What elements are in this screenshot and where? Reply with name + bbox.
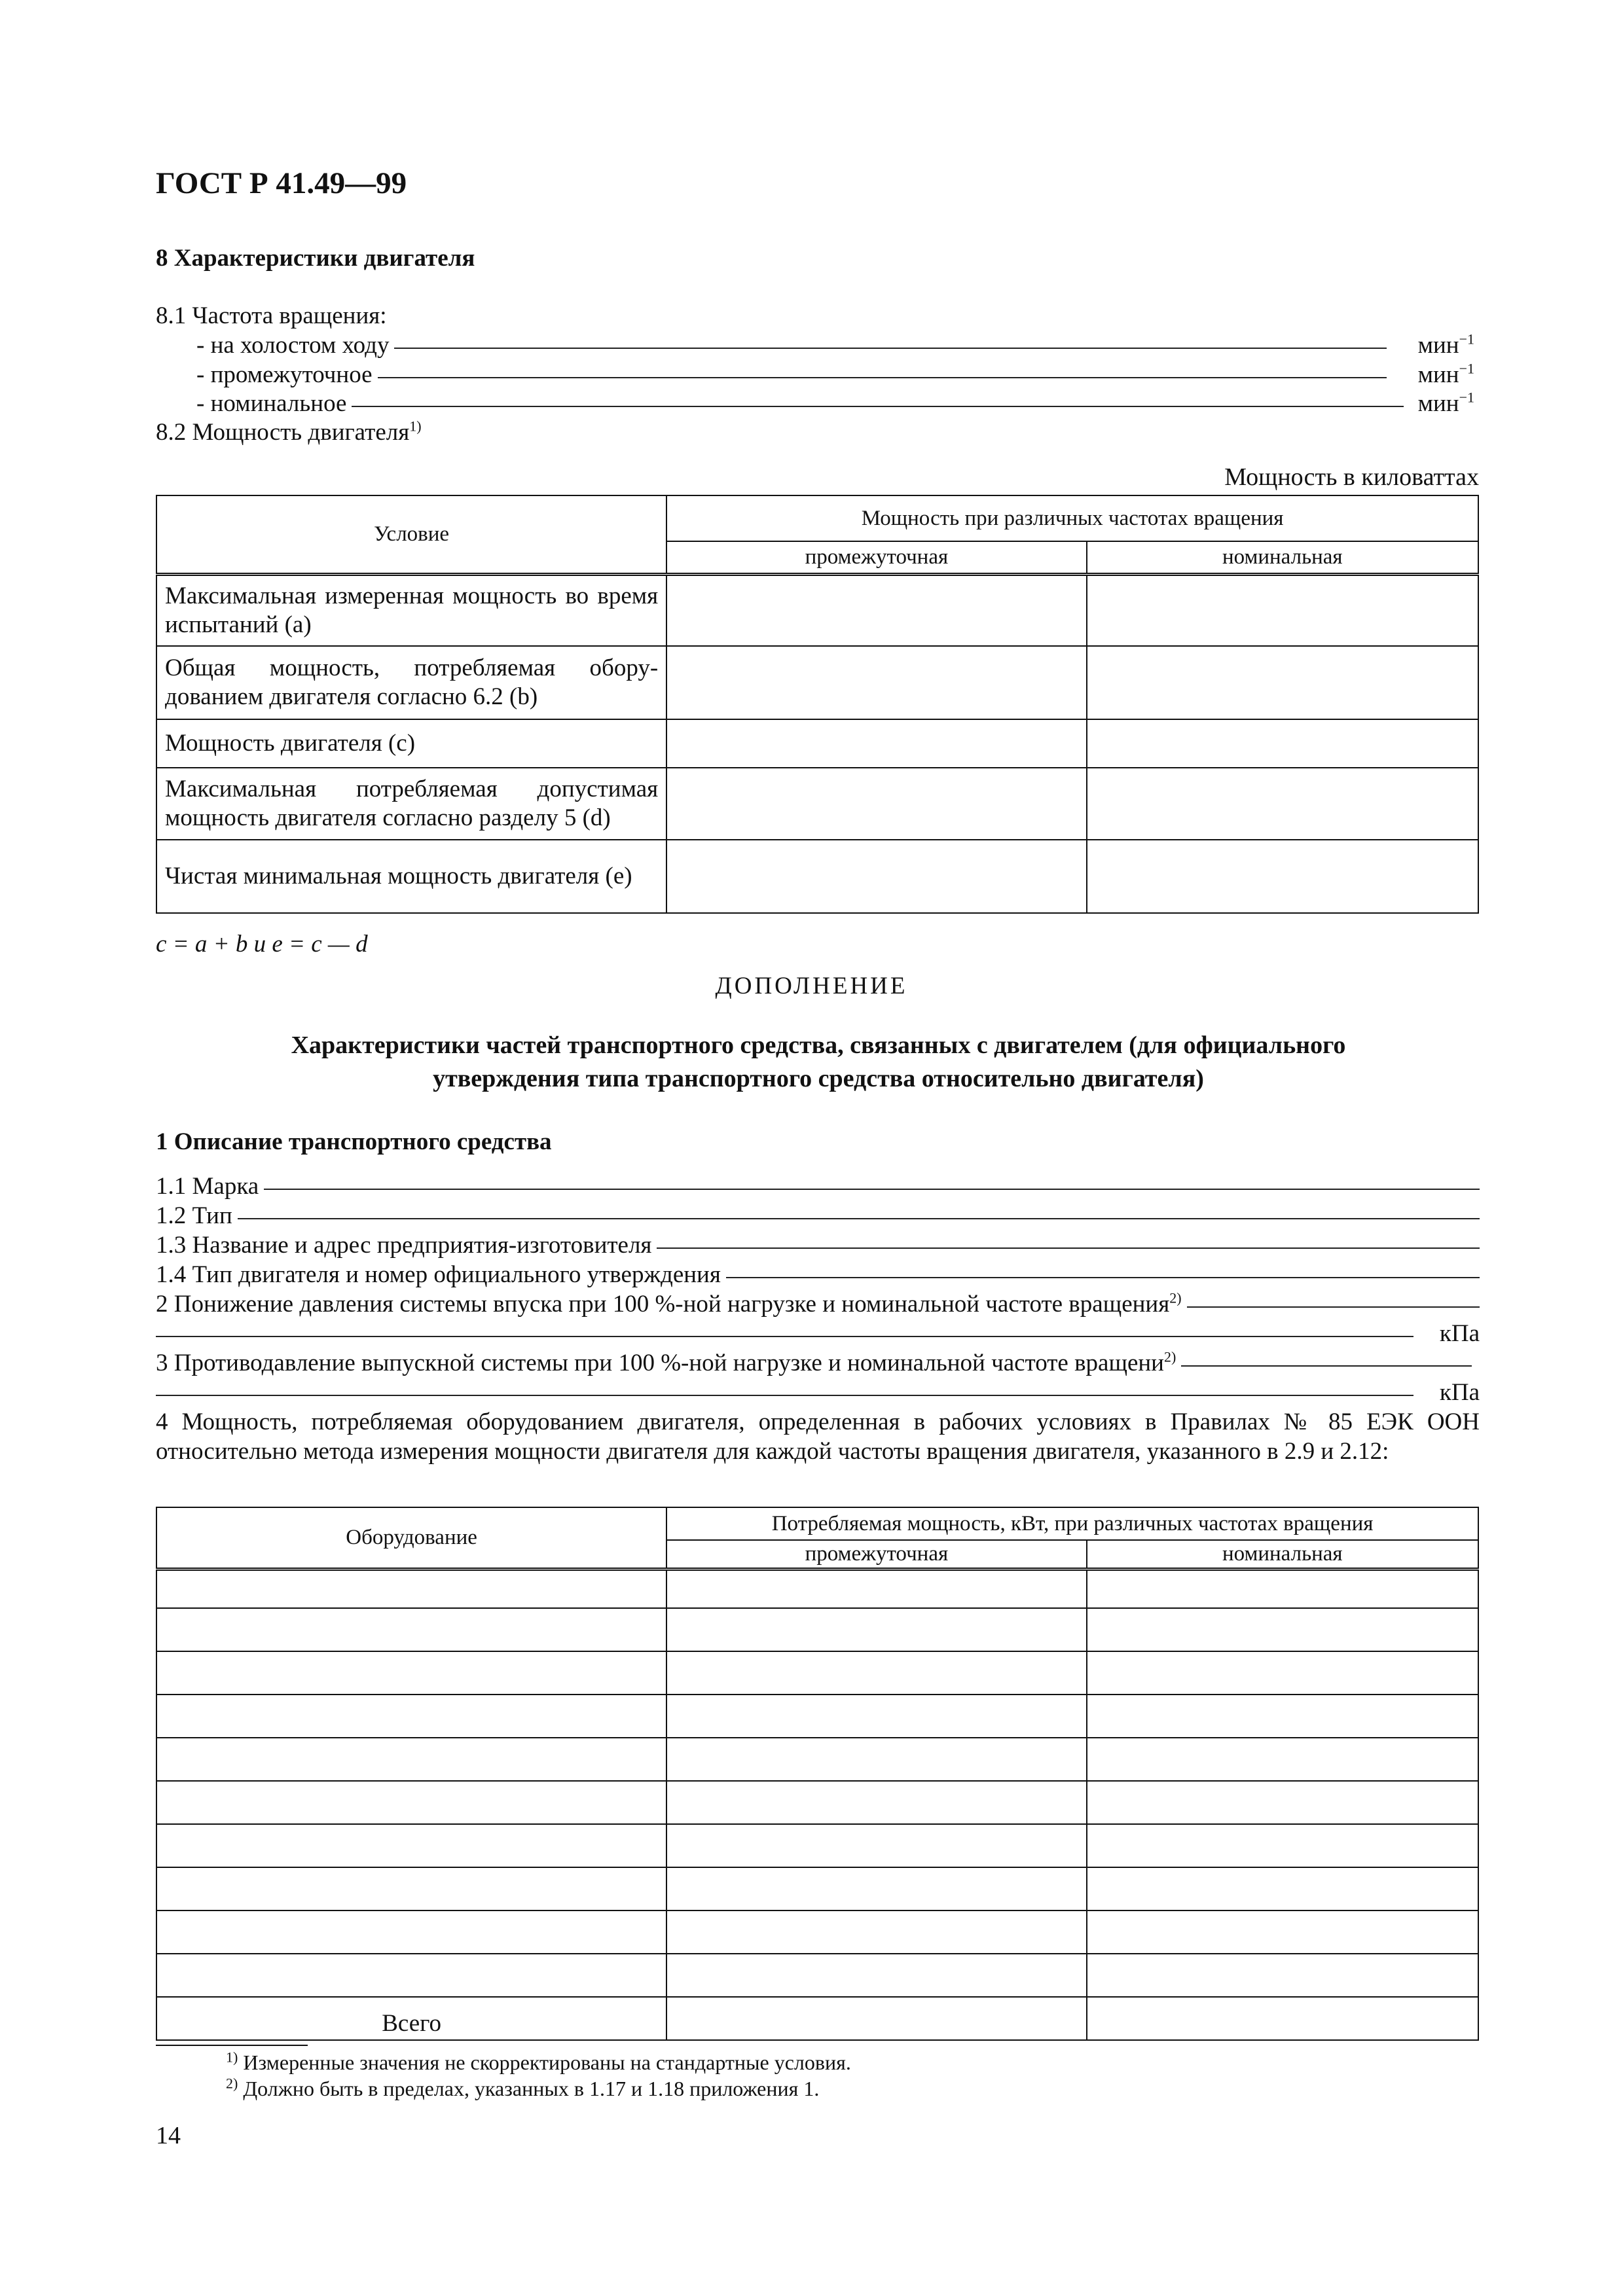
power-formula: c = a + b и e = c — d [156, 931, 368, 958]
col-power-group-header: Мощность при различных частотах вращения [666, 495, 1478, 541]
vehicle-description-title: 1 Описание транспортного средства [156, 1128, 552, 1155]
nominal-value-cell[interactable] [1087, 719, 1478, 768]
condition-cell: Общая мощность, потребляемая оборудованием двигателя согласно 6.2 (b) [156, 646, 666, 719]
item-2-blank-cont[interactable] [156, 1336, 1413, 1337]
item-8-2: 8.2 Мощность двигателя$^{1)}$ [156, 418, 422, 446]
equipment-cell[interactable] [156, 1781, 666, 1824]
table-row [156, 840, 1478, 913]
table-row [156, 719, 1478, 768]
intermediate-value-cell[interactable] [666, 768, 1086, 840]
intermediate-value-cell[interactable] [666, 1824, 1086, 1867]
item-3-continuation [156, 1378, 1480, 1407]
field-type-line [156, 1201, 1480, 1230]
speed-idle-line [196, 331, 1474, 360]
item-4-text: 4 Мощность, потребляемая оборудованием двигателя, определенная в рабочих условиях в Правилах № 85 ЕЭК ООН относительно метода измерения мощности двигателя для каждой частоты вращения двигателя, указанного в 2.9 и 2.12: [156, 1408, 1480, 1465]
table-row [156, 1569, 1478, 1608]
intermediate-value-cell[interactable] [666, 646, 1086, 719]
supplement-heading: Характеристики частей транспортного средства, связанных с двигателем (для официального утверждения типа транспортного средства относительно двигателя) [291, 1031, 1346, 1093]
speed-intermediate-unit: мин$^{-1}$ [1417, 360, 1474, 388]
total-intermediate-cell[interactable] [666, 1997, 1086, 2040]
nominal-value-cell[interactable] [1087, 1954, 1478, 1997]
condition-cell: Максимальная измеренная мощность во время испытаний (a) [156, 574, 666, 646]
intermediate-value-cell[interactable] [666, 1569, 1086, 1608]
equipment-cell[interactable] [156, 1695, 666, 1738]
field-manufacturer-label: 1.3 Название и адрес предприятия-изготовителя [156, 1232, 652, 1259]
table-row [156, 1651, 1478, 1695]
section-8-title: 8 Характеристики двигателя [156, 245, 475, 272]
table-row [156, 646, 1478, 719]
col-intermediate-header: промежуточная [666, 541, 1086, 574]
item-8-1: 8.1 Частота вращения: [156, 302, 387, 329]
total-nominal-cell[interactable] [1087, 1997, 1478, 2040]
intermediate-value-cell[interactable] [666, 840, 1086, 913]
table-row [156, 1910, 1478, 1954]
field-engine-type-label: 1.4 Тип двигателя и номер официального утверждения [156, 1261, 721, 1288]
document-code: ГОСТ Р 41.49—99 [156, 166, 407, 200]
intermediate-value-cell[interactable] [666, 1608, 1086, 1651]
col-nominal-header: номинальная [1087, 1540, 1478, 1569]
intermediate-value-cell[interactable] [666, 1910, 1086, 1954]
field-engine-type-line [156, 1260, 1480, 1289]
speed-nominal-blank[interactable] [352, 406, 1403, 407]
col-equipment-header: Оборудование [156, 1507, 666, 1569]
nominal-value-cell[interactable] [1087, 646, 1478, 719]
item-2-blank[interactable] [1187, 1306, 1480, 1308]
speed-nominal-line [196, 389, 1474, 418]
nominal-value-cell[interactable] [1087, 1738, 1478, 1781]
field-type-label: 1.2 Тип [156, 1202, 232, 1229]
supplement-title: ДОПОЛНЕНИЕ [715, 973, 908, 999]
speed-nominal-unit: мин$^{-1}$ [1417, 389, 1474, 417]
table-row [156, 1867, 1478, 1910]
equipment-cell[interactable] [156, 1910, 666, 1954]
nominal-value-cell[interactable] [1087, 1867, 1478, 1910]
equipment-cell[interactable] [156, 1651, 666, 1695]
item-3-blank-cont[interactable] [156, 1395, 1413, 1396]
table-row [156, 574, 1478, 646]
table-row [156, 1695, 1478, 1738]
intermediate-value-cell[interactable] [666, 719, 1086, 768]
field-manufacturer-blank[interactable] [657, 1247, 1480, 1249]
intermediate-value-cell[interactable] [666, 1954, 1086, 1997]
nominal-value-cell[interactable] [1087, 840, 1478, 913]
nominal-value-cell[interactable] [1087, 1695, 1478, 1738]
col-intermediate-header: промежуточная [666, 1540, 1086, 1569]
table-row [156, 768, 1478, 840]
footnote-2: $^{2)}$ Должно быть в пределах, указанных в 1.17 и 1.18 приложения 1. [226, 2075, 820, 2100]
condition-cell: Мощность двигателя (c) [156, 719, 666, 768]
condition-cell: Максимальная потребляемая допустимая мощность двигателя согласно разделу 5 (d) [156, 768, 666, 840]
item-2-line [156, 1289, 1480, 1319]
equipment-cell[interactable] [156, 1608, 666, 1651]
col-nominal-header: номинальная [1087, 541, 1478, 574]
intermediate-value-cell[interactable] [666, 1738, 1086, 1781]
speed-nominal-label: - номинальное [196, 390, 347, 417]
nominal-value-cell[interactable] [1087, 574, 1478, 646]
intermediate-value-cell[interactable] [666, 1651, 1086, 1695]
nominal-value-cell[interactable] [1087, 1608, 1478, 1651]
equipment-cell[interactable] [156, 1569, 666, 1608]
intermediate-value-cell[interactable] [666, 1695, 1086, 1738]
intermediate-value-cell[interactable] [666, 574, 1086, 646]
nominal-value-cell[interactable] [1087, 1910, 1478, 1954]
item-3-unit: кПа [1439, 1379, 1480, 1406]
field-manufacturer-line [156, 1230, 1480, 1260]
footnote-separator [156, 2045, 308, 2046]
field-engine-type-blank[interactable] [726, 1277, 1480, 1278]
speed-idle-unit: мин$^{-1}$ [1417, 331, 1474, 359]
table-row [156, 1824, 1478, 1867]
table-unit-note: Мощность в киловаттах [1224, 463, 1479, 491]
intermediate-value-cell[interactable] [666, 1781, 1086, 1824]
speed-idle-blank[interactable] [394, 348, 1386, 349]
engine-power-table [156, 495, 1479, 914]
item-2-unit: кПа [1439, 1320, 1480, 1347]
field-make-blank[interactable] [264, 1189, 1480, 1190]
condition-cell: Чистая минимальная мощность двигателя (e) [156, 840, 666, 913]
field-make-label: 1.1 Марка [156, 1173, 259, 1200]
table-row [156, 1608, 1478, 1651]
nominal-value-cell[interactable] [1087, 1651, 1478, 1695]
speed-idle-label: - на холостом ходу [196, 332, 390, 359]
table-row [156, 1781, 1478, 1824]
equipment-cell[interactable] [156, 1954, 666, 1997]
nominal-value-cell[interactable] [1087, 768, 1478, 840]
nominal-value-cell[interactable] [1087, 1824, 1478, 1867]
total-label: Всего [156, 1997, 666, 2040]
item-3-label: 3 Противодавление выпускной системы при 100 %-ной нагрузке и номинальной частоте вращени$^{2)}$ [156, 1348, 1176, 1376]
equipment-cell[interactable] [156, 1738, 666, 1781]
table-row [156, 1738, 1478, 1781]
speed-intermediate-blank[interactable] [378, 377, 1387, 378]
field-type-blank[interactable] [238, 1218, 1480, 1219]
speed-intermediate-label: - промежуточное [196, 361, 373, 388]
col-condition-header: Условие [156, 495, 666, 574]
nominal-value-cell[interactable] [1087, 1569, 1478, 1608]
equipment-power-table [156, 1507, 1479, 2041]
item-3-line [156, 1348, 1472, 1378]
total-row [156, 1997, 1478, 2040]
nominal-value-cell[interactable] [1087, 1781, 1478, 1824]
footnote-1: $^{1)}$ Измеренные значения не скорректированы на стандартные условия. [226, 2049, 851, 2074]
equipment-cell[interactable] [156, 1867, 666, 1910]
page-number: 14 [156, 2122, 181, 2149]
item-3-blank[interactable] [1181, 1365, 1472, 1367]
item-2-label: 2 Понижение давления системы впуска при 100 %-ной нагрузке и номинальной частоте вращения$^{2)}$ [156, 1289, 1182, 1318]
item-2-continuation [156, 1319, 1480, 1348]
equipment-cell[interactable] [156, 1824, 666, 1867]
col-consumed-power-group-header: Потребляемая мощность, кВт, при различных частотах вращения [666, 1507, 1478, 1540]
field-make-line [156, 1172, 1480, 1201]
intermediate-value-cell[interactable] [666, 1867, 1086, 1910]
table-row [156, 1954, 1478, 1997]
speed-intermediate-line [196, 360, 1474, 389]
